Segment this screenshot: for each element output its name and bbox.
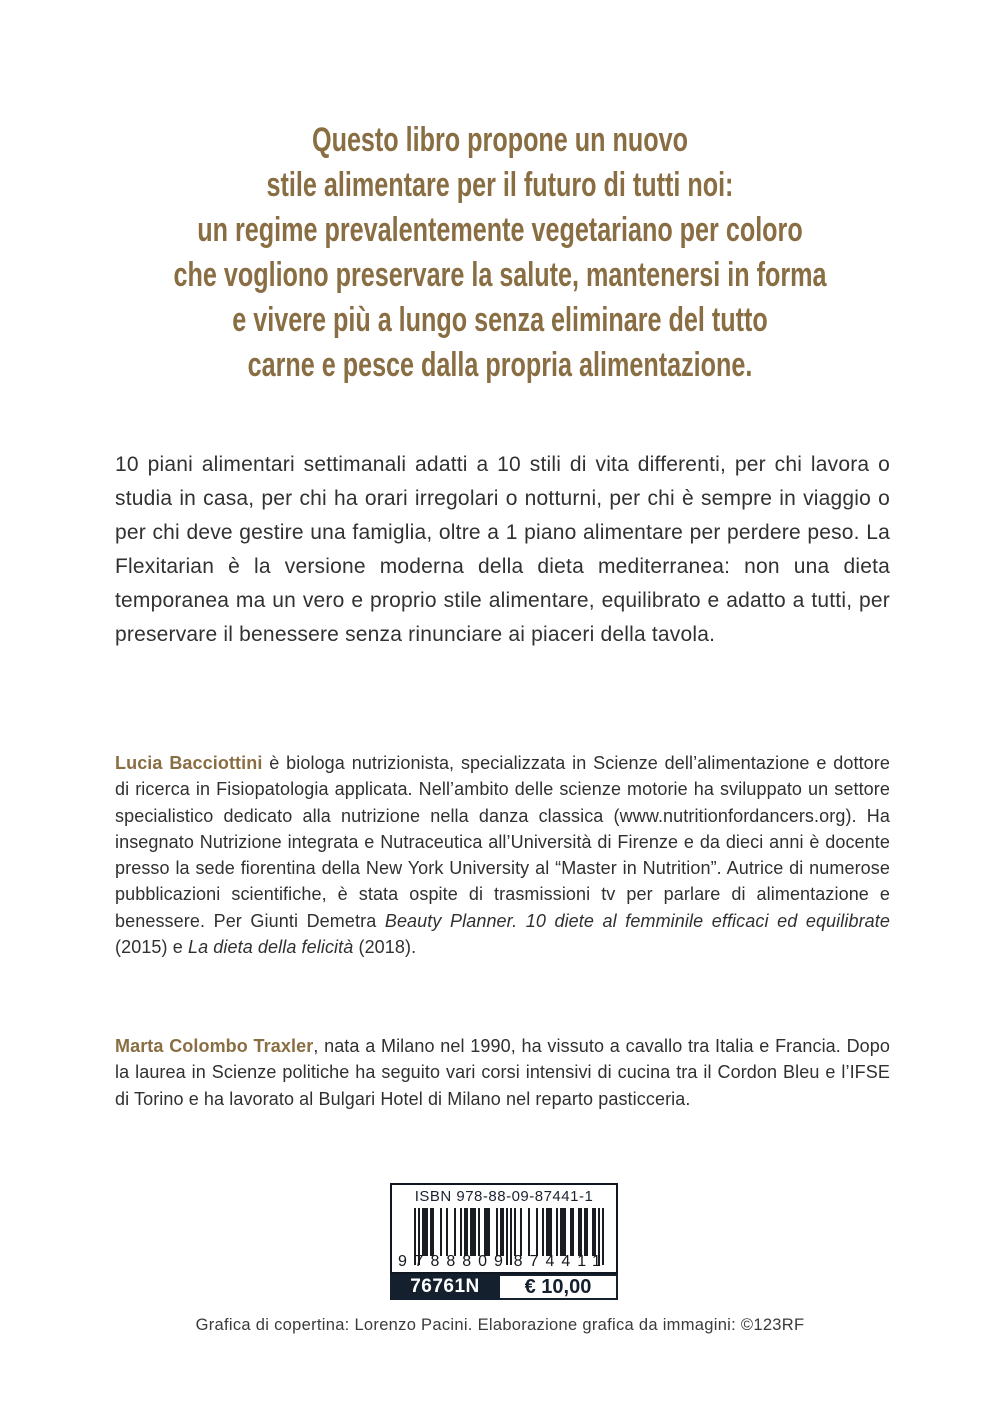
headline-line: un regime prevalentemente vegetariano per coloro [197, 211, 803, 249]
barcode-block [390, 1183, 618, 1300]
author-bio-traxler: Marta Colombo Traxler, nata a Milano nel 1990, ha vissuto a cavallo tra Italia e Francia. Dopo la laurea in Scienze politiche ha seguito vari corsi intensivi di cucina tra il Cordon Bleu e l’IFSE di Torino e ha lavorato al Bulgari Hotel di Milano nel reparto pasticceria. [115, 1036, 891, 1109]
headline [130, 118, 870, 388]
headline-line: stile alimentare per il futuro di tutti noi: [266, 166, 734, 204]
price-value: € 10,00 [500, 1274, 618, 1300]
barcode-digits [398, 1254, 610, 1270]
headline-line: carne e pesce dalla propria alimentazione. [247, 346, 753, 384]
barcode-digit-group-2: 874411 [513, 1253, 608, 1270]
edition-code: 76761N [390, 1274, 500, 1300]
headline-line: Questo libro propone un nuovo [312, 121, 688, 159]
headline-line: e vivere più a lungo senza eliminare del tutto [232, 301, 768, 339]
headline-line: che vogliono preservare la salute, mantenersi in forma [173, 256, 827, 294]
barcode-box [390, 1183, 618, 1274]
barcode-digit-group-1: 788809 [414, 1253, 510, 1270]
intro-paragraph: 10 piani alimentari settimanali adatti a 10 stili di vita differenti, per chi lavora o studia in casa, per chi ha orari irregolari o notturni, per chi è sempre in viaggio o per chi deve gestire una famiglia, oltre a 1 piano alimentare per perdere peso. La Flexitarian è la versione moderna della dieta mediterranea: non una dieta temporanea ma un vero e proprio stile alimentare, equilibrato e adatto a tutti, per preservare il benessere senza rinunciare ai piaceri della tavola. [115, 453, 890, 646]
author-bio-bacciottini: Lucia Bacciottini è biologa nutrizionista, specializzata in Scienze dell’alimentazione e dottore di ricerca in Fisiopatologia applicata. Nell’ambito delle scienze motorie ha sviluppato un settore specialistico dedicato alla nutrizione nella danza classica (www.nutritionfordancers.org). Ha insegnato Nutrizione integrata e Nutraceutica all’Università di Firenze e da dieci anni è docente presso la sede fiorentina della New York University al “Master in Nutrition”. Autrice di numerose pubblicazioni scientifiche, è stata ospite di trasmissioni tv per parlare di alimentazione e benessere. Per Giunti Demetra Beauty Planner. 10 diete al femminile efficaci ed equilibrate (2015) e La dieta della felicità (2018). [115, 753, 890, 958]
price-row [390, 1274, 618, 1300]
isbn-label: ISBN 978-88-09-87441-1 [414, 1188, 594, 1205]
credit-line: Grafica di copertina: Lorenzo Pacini. Elaborazione grafica da immagini: ©123RF [195, 1316, 805, 1334]
barcode-digit-lead: 9 [398, 1253, 407, 1270]
